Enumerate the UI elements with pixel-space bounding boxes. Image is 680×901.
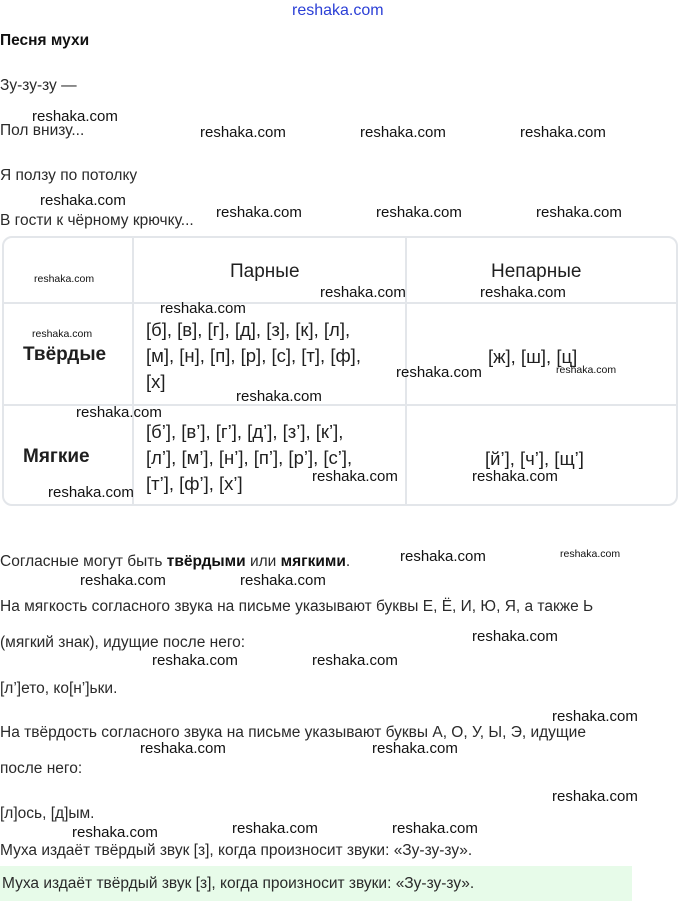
watermark: reshaka.com	[236, 388, 322, 405]
cell-line: [х]	[146, 371, 166, 392]
soft-paired-cell	[146, 419, 352, 497]
watermark: reshaka.com	[72, 824, 158, 841]
watermark: reshaka.com	[560, 548, 621, 560]
watermark: reshaka.com	[320, 284, 406, 301]
watermark: reshaka.com	[312, 652, 398, 669]
watermark: reshaka.com	[552, 788, 638, 805]
watermark: reshaka.com	[152, 652, 238, 669]
watermark: reshaka.com	[200, 124, 286, 141]
site-watermark-top[interactable]: reshaka.com	[292, 2, 384, 19]
table-corner-watermark: reshaka.com	[34, 273, 95, 285]
watermark: reshaka.com	[400, 548, 486, 565]
watermark: reshaka.com	[372, 740, 458, 757]
watermark: reshaka.com	[48, 484, 134, 501]
row-label-hard: Твёрдые	[23, 344, 107, 365]
term-hard: твёрдыми	[166, 553, 246, 570]
watermark: reshaka.com	[392, 820, 478, 837]
watermark: reshaka.com	[232, 820, 318, 837]
poem-line-2: Пол внизу...	[0, 122, 85, 139]
watermark: reshaka.com	[160, 300, 246, 317]
hard-paired-cell	[146, 317, 361, 395]
watermark: reshaka.com	[32, 108, 118, 125]
soft-unpaired-cell: [й’], [ч’], [щ’]	[485, 448, 584, 469]
watermark: reshaka.com	[32, 328, 93, 340]
watermark: reshaka.com	[472, 468, 558, 485]
example-soft: [л’]ето, ко[н’]ьки.	[0, 680, 118, 697]
poem-title: Песня мухи	[0, 32, 90, 49]
text-run: или	[245, 553, 281, 570]
example-hard: [л]ось, [д]ым.	[0, 805, 95, 822]
poem-line-3: Я ползу по потолку	[0, 167, 138, 184]
answer-box	[0, 866, 632, 901]
text-run: .	[345, 553, 351, 570]
text-run: Согласные могут быть	[0, 553, 167, 570]
table-divider	[4, 302, 676, 304]
watermark: reshaka.com	[376, 204, 462, 221]
watermark: reshaka.com	[480, 284, 566, 301]
answer-text: Муха издаёт твёрдый звук [з], когда произносит звуки: «Зу-зу-зу».	[2, 875, 475, 892]
cell-line: [м], [н], [п], [р], [с], [т], [ф],	[146, 345, 361, 366]
header-paired: Парные	[230, 261, 300, 282]
watermark: reshaka.com	[216, 204, 302, 221]
hard-unpaired-cell: [ж], [ш], [ц]	[488, 346, 578, 367]
table-divider	[132, 238, 134, 504]
watermark: reshaka.com	[396, 364, 482, 381]
watermark: reshaka.com	[76, 404, 162, 421]
cell-line: [т’], [ф’], [х’]	[146, 473, 243, 494]
watermark: reshaka.com	[40, 192, 126, 209]
conclusion: Муха издаёт твёрдый звук [з], когда произносит звуки: «Зу-зу-зу».	[0, 842, 473, 859]
watermark: reshaka.com	[80, 572, 166, 589]
theory-paragraph-2-line-1: На мягкость согласного звука на письме указывают буквы Е, Ё, И, Ю, Я, а также Ь	[0, 598, 594, 615]
header-unpaired: Непарные	[491, 261, 582, 282]
watermark: reshaka.com	[240, 572, 326, 589]
theory-paragraph-2-line-2: (мягкий знак), идущие после него:	[0, 634, 246, 651]
theory-paragraph-3-line-1: На твёрдость согласного звука на письме указывают буквы А, О, У, Ы, Э, идущие	[0, 724, 586, 741]
watermark: reshaka.com	[536, 204, 622, 221]
poem-line-4: В гости к чёрному крючку...	[0, 212, 194, 229]
watermark: reshaka.com	[140, 740, 226, 757]
cell-line: [б’], [в’], [г’], [д’], [з’], [к’],	[146, 421, 344, 442]
watermark: reshaka.com	[552, 708, 638, 725]
term-soft: мягкими	[280, 553, 346, 570]
watermark: reshaka.com	[520, 124, 606, 141]
row-label-soft: Мягкие	[23, 446, 90, 467]
theory-paragraph-3-line-2: после него:	[0, 760, 83, 777]
poem-line-1: Зу-зу-зу —	[0, 77, 77, 94]
watermark: reshaka.com	[556, 364, 617, 376]
watermark: reshaka.com	[472, 628, 558, 645]
cell-line: [л’], [м’], [н’], [п’], [р’], [с’],	[146, 447, 353, 468]
cell-line: [б], [в], [г], [д], [з], [к], [л],	[146, 319, 351, 340]
watermark: reshaka.com	[360, 124, 446, 141]
watermark: reshaka.com	[312, 468, 398, 485]
theory-paragraph-1	[0, 553, 350, 571]
